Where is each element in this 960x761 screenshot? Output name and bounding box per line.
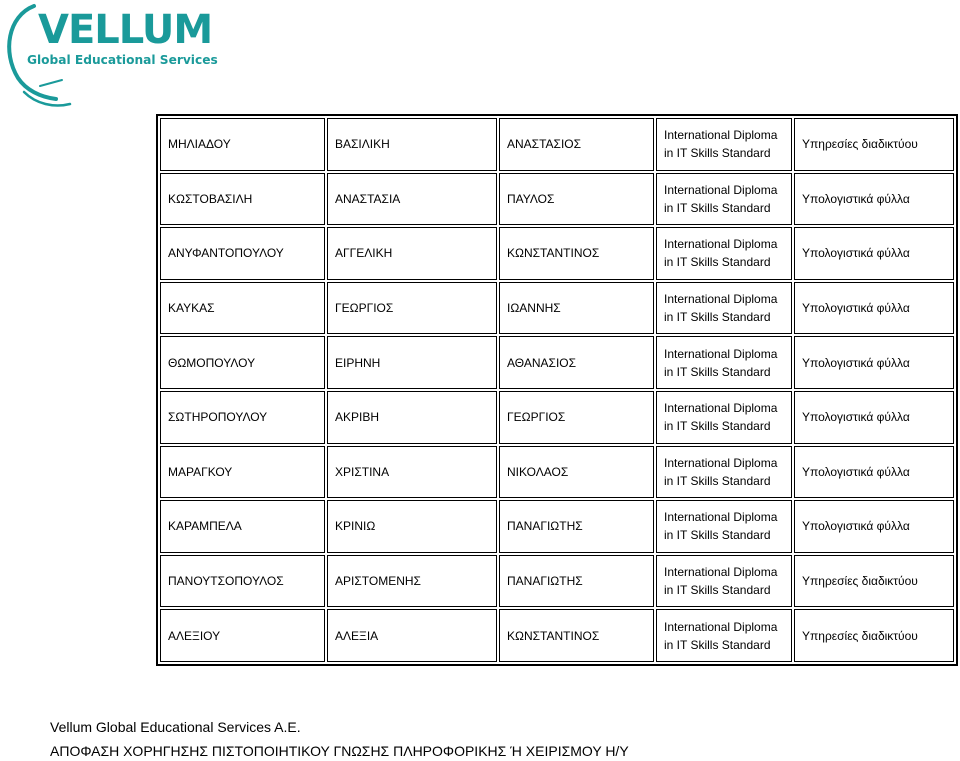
- diploma-line: in IT Skills Standard: [664, 637, 771, 652]
- footer-decision-title: ΑΠΟΦΑΣΗ ΧΟΡΗΓΗΣΗΣ ΠΙΣΤΟΠΟΙΗΤΙΚΟΥ ΓΝΩΣΗΣ ΠΛΗΡΟΦΟΡΙΚΗΣ Ή ΧΕΙΡΙΣΜΟΥ Η/Υ: [50, 743, 629, 759]
- table-row: [160, 391, 954, 444]
- module-cell: Υπηρεσίες διαδικτύου: [794, 118, 954, 171]
- module-cell: Υπολογιστικά φύλλα: [794, 446, 954, 499]
- diploma-line: International Diploma: [664, 346, 778, 361]
- first-name-cell: ΧΡΙΣΤΙΝΑ: [327, 446, 497, 499]
- father-name-cell: ΠΑΝΑΓΙΩΤΗΣ: [499, 500, 654, 553]
- table-row: [160, 173, 954, 226]
- candidates-table: [156, 114, 958, 666]
- diploma-line: in IT Skills Standard: [664, 364, 771, 379]
- surname-cell: ΚΑΥΚΑΣ: [160, 282, 325, 335]
- module-cell: Υπολογιστικά φύλλα: [794, 336, 954, 389]
- module-cell: Υπηρεσίες διαδικτύου: [794, 555, 954, 608]
- first-name-cell: ΕΙΡΗΝΗ: [327, 336, 497, 389]
- footer-company: Vellum Global Educational Services A.E.: [50, 719, 301, 735]
- diploma-line: in IT Skills Standard: [664, 200, 771, 215]
- surname-cell: ΚΑΡΑΜΠΕΛΑ: [160, 500, 325, 553]
- table-row: [160, 446, 954, 499]
- module-cell: Υπολογιστικά φύλλα: [794, 391, 954, 444]
- diploma-cell: [656, 391, 792, 444]
- table-row: [160, 609, 954, 662]
- diploma-line: International Diploma: [664, 510, 778, 525]
- first-name-cell: ΚΡΙΝΙΩ: [327, 500, 497, 553]
- surname-cell: ΠΑΝΟΥΤΣΟΠΟΥΛΟΣ: [160, 555, 325, 608]
- surname-cell: ΜΑΡΑΓΚΟΥ: [160, 446, 325, 499]
- surname-cell: ΘΩΜΟΠΟΥΛΟΥ: [160, 336, 325, 389]
- diploma-line: in IT Skills Standard: [664, 583, 771, 598]
- father-name-cell: ΑΘΑΝΑΣΙΟΣ: [499, 336, 654, 389]
- first-name-cell: ΑΚΡΙΒΗ: [327, 391, 497, 444]
- diploma-line: International Diploma: [664, 619, 778, 634]
- diploma-line: in IT Skills Standard: [664, 419, 771, 434]
- diploma-cell: [656, 282, 792, 335]
- diploma-line: in IT Skills Standard: [664, 473, 771, 488]
- module-cell: Υπολογιστικά φύλλα: [794, 500, 954, 553]
- diploma-line: in IT Skills Standard: [664, 255, 771, 270]
- diploma-cell: [656, 555, 792, 608]
- diploma-line: International Diploma: [664, 237, 778, 252]
- surname-cell: ΑΝΥΦΑΝΤΟΠΟΥΛΟΥ: [160, 227, 325, 280]
- surname-cell: ΑΛΕΞΙΟΥ: [160, 609, 325, 662]
- surname-cell: ΚΩΣΤΟΒΑΣΙΛΗ: [160, 173, 325, 226]
- diploma-line: International Diploma: [664, 401, 778, 416]
- diploma-line: in IT Skills Standard: [664, 310, 771, 325]
- first-name-cell: ΓΕΩΡΓΙΟΣ: [327, 282, 497, 335]
- father-name-cell: ΑΝΑΣΤΑΣΙΟΣ: [499, 118, 654, 171]
- diploma-cell: [656, 227, 792, 280]
- module-cell: Υπολογιστικά φύλλα: [794, 227, 954, 280]
- first-name-cell: ΒΑΣΙΛΙΚΗ: [327, 118, 497, 171]
- logo-tagline: Global Educational Services: [27, 53, 218, 67]
- diploma-cell: [656, 609, 792, 662]
- table-row: [160, 118, 954, 171]
- first-name-cell: ΑΡΙΣΤΟΜΕΝΗΣ: [327, 555, 497, 608]
- first-name-cell: ΑΛΕΞΙΑ: [327, 609, 497, 662]
- diploma-line: International Diploma: [664, 565, 778, 580]
- module-cell: Υπηρεσίες διαδικτύου: [794, 609, 954, 662]
- first-name-cell: ΑΝΑΣΤΑΣΙΑ: [327, 173, 497, 226]
- module-cell: Υπολογιστικά φύλλα: [794, 282, 954, 335]
- father-name-cell: ΓΕΩΡΓΙΟΣ: [499, 391, 654, 444]
- diploma-line: in IT Skills Standard: [664, 146, 771, 161]
- father-name-cell: ΚΩΝΣΤΑΝΤΙΝΟΣ: [499, 227, 654, 280]
- father-name-cell: ΝΙΚΟΛΑΟΣ: [499, 446, 654, 499]
- surname-cell: ΜΗΛΙΑΔΟΥ: [160, 118, 325, 171]
- diploma-line: in IT Skills Standard: [664, 528, 771, 543]
- diploma-line: International Diploma: [664, 128, 778, 143]
- father-name-cell: ΙΩΑΝΝΗΣ: [499, 282, 654, 335]
- diploma-cell: [656, 336, 792, 389]
- father-name-cell: ΠΑΥΛΟΣ: [499, 173, 654, 226]
- table-row: [160, 500, 954, 553]
- diploma-line: International Diploma: [664, 455, 778, 470]
- vellum-logo: [0, 0, 220, 115]
- diploma-cell: [656, 446, 792, 499]
- table-row: [160, 227, 954, 280]
- diploma-line: International Diploma: [664, 182, 778, 197]
- module-cell: Υπολογιστικά φύλλα: [794, 173, 954, 226]
- first-name-cell: ΑΓΓΕΛΙΚΗ: [327, 227, 497, 280]
- logo-name: VELLUM: [38, 7, 213, 53]
- surname-cell: ΣΩΤΗΡΟΠΟΥΛΟΥ: [160, 391, 325, 444]
- table-row: [160, 282, 954, 335]
- diploma-line: International Diploma: [664, 292, 778, 307]
- father-name-cell: ΠΑΝΑΓΙΩΤΗΣ: [499, 555, 654, 608]
- table-body: [160, 118, 954, 662]
- diploma-cell: [656, 173, 792, 226]
- diploma-cell: [656, 500, 792, 553]
- father-name-cell: ΚΩΝΣΤΑΝΤΙΝΟΣ: [499, 609, 654, 662]
- table-row: [160, 336, 954, 389]
- diploma-cell: [656, 118, 792, 171]
- table-row: [160, 555, 954, 608]
